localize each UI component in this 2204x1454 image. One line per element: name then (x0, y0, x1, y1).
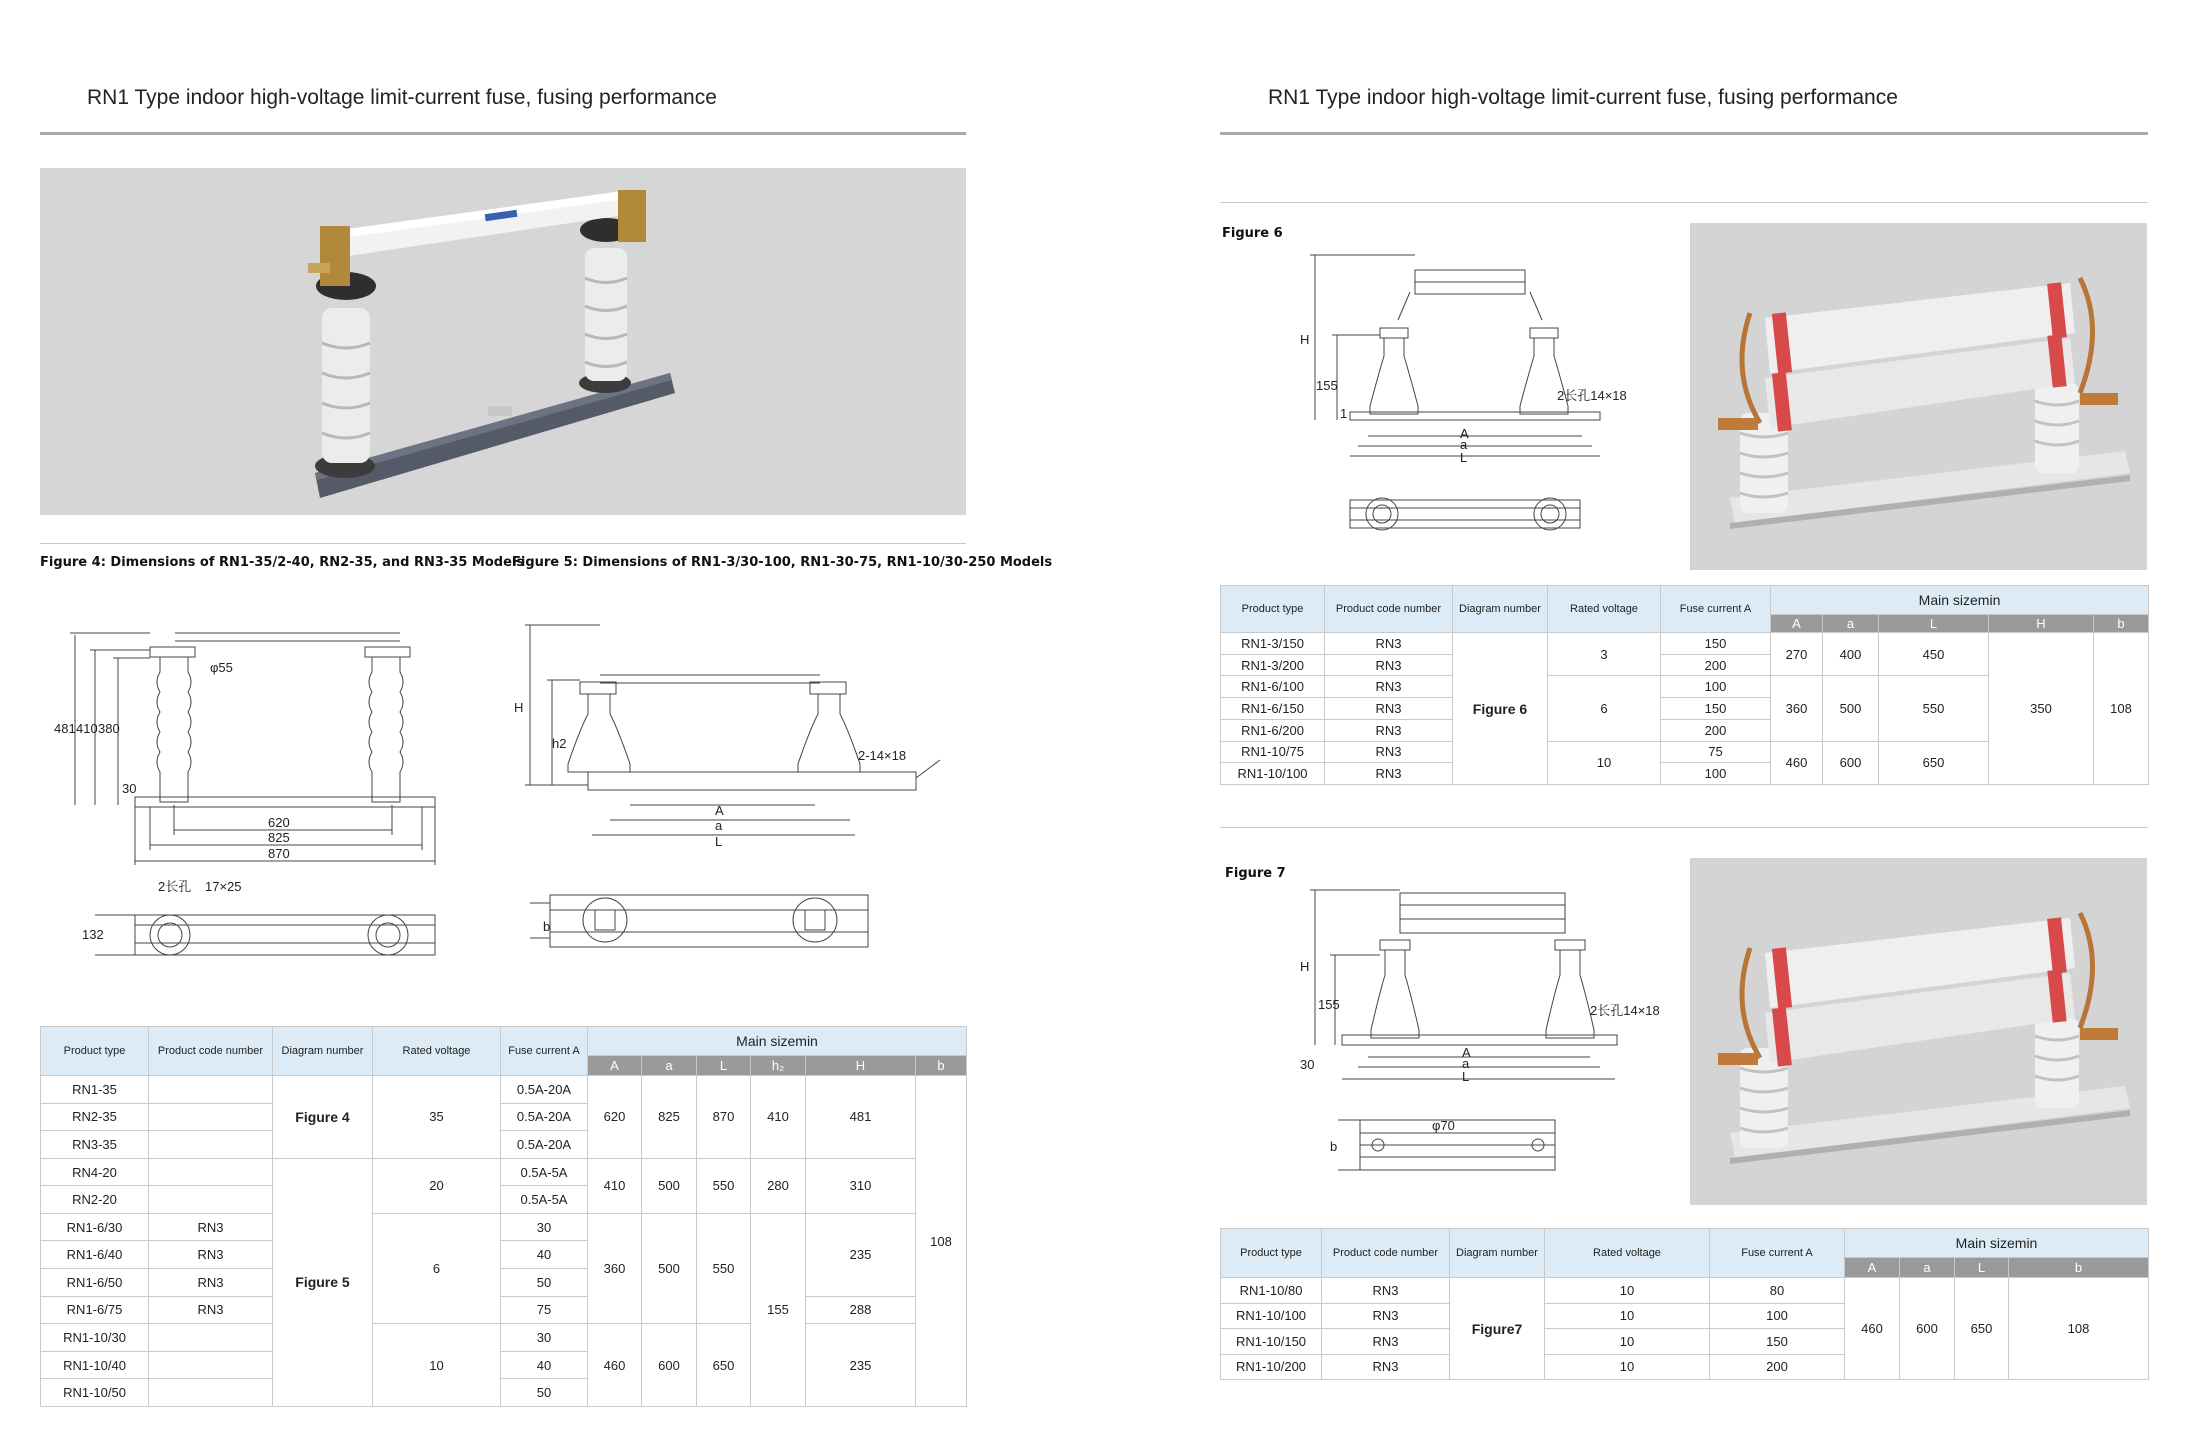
cell-code: RN3 (1325, 698, 1453, 720)
cell-code (149, 1076, 273, 1104)
right-page (1102, 0, 2204, 1454)
fig7-slot: 2长孔14×18 (1590, 1003, 1660, 1018)
fig6-a: a (1460, 437, 1468, 452)
cell-current: 150 (1661, 698, 1771, 720)
cell-current: 30 (501, 1213, 588, 1241)
col-main-size: Main sizemin (1771, 586, 2149, 615)
cell-code: RN3 (149, 1269, 273, 1297)
cell-current: 75 (1661, 741, 1771, 763)
cell-L: 550 (697, 1213, 751, 1323)
cell-type: RN1-10/75 (1221, 741, 1325, 763)
dim-H: H (1989, 615, 2094, 633)
cell-type: RN1-10/80 (1221, 1278, 1322, 1304)
cell-diagram: Figure 4 (273, 1076, 373, 1159)
cell-type: RN1-3/150 (1221, 633, 1325, 655)
cell-code: RN3 (1322, 1354, 1450, 1380)
cell-A: 360 (1771, 676, 1823, 741)
cell-type: RN2-35 (41, 1103, 149, 1131)
cell-type: RN1-10/50 (41, 1379, 149, 1407)
cell-code: RN3 (1325, 741, 1453, 763)
cell-code (149, 1131, 273, 1159)
figure7-drawing (1300, 885, 1680, 1185)
cell-code (149, 1158, 273, 1186)
cell-L: 550 (1879, 676, 1989, 741)
table-row (1221, 1278, 2149, 1304)
table-row (41, 1213, 967, 1241)
cell-voltage: 10 (1548, 741, 1661, 784)
col-voltage: Rated voltage (373, 1027, 501, 1076)
cell-voltage: 10 (1545, 1278, 1710, 1304)
cell-L: 650 (1879, 741, 1989, 784)
cell-A: 270 (1771, 633, 1823, 676)
cell-code: RN3 (1322, 1303, 1450, 1329)
cell-a: 825 (642, 1076, 697, 1159)
fig7-b: b (1330, 1139, 1338, 1154)
cell-type: RN2-20 (41, 1186, 149, 1214)
cell-a: 500 (642, 1213, 697, 1323)
table-row (41, 1324, 967, 1352)
cell-current: 75 (501, 1296, 588, 1324)
cell-current: 200 (1710, 1354, 1845, 1380)
section-rule-2 (1220, 827, 2148, 828)
cell-A: 360 (588, 1213, 642, 1323)
cell-type: RN1-10/100 (1221, 763, 1325, 785)
dim-b: b (2009, 1258, 2149, 1278)
col-diagram: Diagram number (1453, 586, 1548, 633)
col-diagram: Diagram number (273, 1027, 373, 1076)
dim-b: b (2094, 615, 2149, 633)
fuse-photo-2-image (1690, 223, 2147, 570)
fig5-a: a (715, 818, 723, 833)
cell-voltage: 20 (373, 1158, 501, 1213)
fig5-b: b (543, 919, 551, 934)
cell-current: 30 (501, 1324, 588, 1352)
fig4-w3: 870 (268, 846, 290, 861)
cell-type: RN1-10/150 (1221, 1329, 1322, 1355)
fig4-w1: 620 (268, 815, 290, 830)
cell-diagram: Figure 5 (273, 1158, 373, 1406)
cell-code: RN3 (1325, 719, 1453, 741)
cell-type: RN1-6/200 (1221, 719, 1325, 741)
fig5-H: H (514, 700, 524, 715)
cell-current: 200 (1661, 719, 1771, 741)
cell-current: 150 (1661, 633, 1771, 655)
section-rule (1220, 202, 2148, 203)
cell-voltage: 3 (1548, 633, 1661, 676)
table-header-row (1221, 586, 2149, 615)
fig5-L: L (715, 834, 723, 849)
cell-type: RN1-10/40 (41, 1351, 149, 1379)
cell-b: 108 (916, 1076, 967, 1407)
cell-current: 0.5A-5A (501, 1186, 588, 1214)
cell-type: RN1-6/150 (1221, 698, 1325, 720)
fig4-d3: 380 (98, 721, 120, 736)
fig5-A: A (715, 803, 724, 818)
fig7-phi70: φ70 (1432, 1118, 1455, 1133)
cell-current: 50 (501, 1379, 588, 1407)
fig7-a: a (1462, 1056, 1470, 1071)
cell-a: 500 (642, 1158, 697, 1213)
cell-code: RN3 (1325, 763, 1453, 785)
fig6-n1: 1 (1340, 406, 1348, 421)
cell-A: 460 (1845, 1278, 1900, 1380)
dim-A: A (1845, 1258, 1900, 1278)
dim-h2: h₂ (751, 1056, 806, 1076)
cell-current: 40 (501, 1241, 588, 1269)
col-code: Product code number (1322, 1229, 1450, 1278)
cell-h2: 280 (751, 1158, 806, 1213)
fig5-slot: 2-14×18 (858, 748, 907, 763)
fig6-d155: 155 (1316, 378, 1338, 393)
cell-type: RN1-6/75 (41, 1296, 149, 1324)
caption-rule (40, 543, 966, 544)
dim-a: a (1823, 615, 1879, 633)
col-main-size: Main sizemin (1845, 1229, 2149, 1258)
fig4-h132: 132 (82, 927, 104, 942)
col-product-type: Product type (41, 1027, 149, 1076)
spec-table-3 (1220, 1228, 2149, 1380)
cell-code: RN3 (1322, 1278, 1450, 1304)
fig4-slot: 2长孔 (158, 879, 192, 894)
cell-code: RN3 (149, 1296, 273, 1324)
cell-type: RN1-3/200 (1221, 654, 1325, 676)
dim-L: L (1879, 615, 1989, 633)
cell-code (149, 1186, 273, 1214)
cell-voltage: 10 (1545, 1329, 1710, 1355)
cell-diagram: Figure 6 (1453, 633, 1548, 785)
col-current: Fuse current A (1710, 1229, 1845, 1278)
col-code: Product code number (1325, 586, 1453, 633)
cell-current: 100 (1661, 763, 1771, 785)
dim-A: A (1771, 615, 1823, 633)
fig5-h2: h2 (552, 736, 567, 751)
figure4-drawing (50, 625, 470, 970)
fig4-d30: 30 (122, 781, 137, 796)
cell-current: 0.5A-20A (501, 1103, 588, 1131)
cell-b: 108 (2009, 1278, 2149, 1380)
cell-current: 100 (1661, 676, 1771, 698)
cell-a: 400 (1823, 633, 1879, 676)
cell-A: 460 (588, 1324, 642, 1407)
cell-A: 460 (1771, 741, 1823, 784)
cell-h2: 155 (751, 1213, 806, 1406)
page-title: RN1 Type indoor high-voltage limit-current fuse, fusing performance (87, 86, 717, 109)
cell-type: RN3-35 (41, 1131, 149, 1159)
cell-diagram: Figure7 (1450, 1278, 1545, 1380)
cell-voltage: 10 (1545, 1354, 1710, 1380)
cell-current: 200 (1661, 654, 1771, 676)
cell-h2: 410 (751, 1076, 806, 1159)
cell-L: 650 (1955, 1278, 2009, 1380)
cell-current: 80 (1710, 1278, 1845, 1304)
fig7-d30: 30 (1300, 1057, 1315, 1072)
cell-type: RN1-10/200 (1221, 1354, 1322, 1380)
cell-voltage: 35 (373, 1076, 501, 1159)
cell-H: 481 (806, 1076, 916, 1159)
cell-type: RN1-6/40 (41, 1241, 149, 1269)
spec-table-1 (40, 1026, 967, 1407)
cell-voltage: 10 (1545, 1303, 1710, 1329)
cell-A: 410 (588, 1158, 642, 1213)
cell-code: RN3 (1325, 633, 1453, 655)
col-current: Fuse current A (501, 1027, 588, 1076)
dim-b: b (916, 1056, 967, 1076)
fig6-slot: 2长孔14×18 (1557, 388, 1627, 403)
fuse-photo-3 (1690, 858, 2147, 1205)
spec-table-2 (1220, 585, 2149, 785)
dim-L: L (697, 1056, 751, 1076)
figure4-caption: Figure 4: Dimensions of RN1-35/2-40, RN2-35, and RN3-35 Models (40, 555, 525, 570)
table-header-row (1221, 1229, 2149, 1258)
cell-H: 288 (806, 1296, 916, 1324)
cell-current: 0.5A-20A (501, 1076, 588, 1104)
cell-current: 150 (1710, 1329, 1845, 1355)
cell-type: RN1-6/30 (41, 1213, 149, 1241)
fig6-H: H (1300, 332, 1310, 347)
fig7-H: H (1300, 959, 1310, 974)
cell-current: 0.5A-5A (501, 1158, 588, 1186)
cell-code (149, 1324, 273, 1352)
cell-H: 235 (806, 1324, 916, 1407)
col-current: Fuse current A (1661, 586, 1771, 633)
fig4-w2: 825 (268, 830, 290, 845)
cell-code: RN3 (1325, 676, 1453, 698)
fuse-photo-image (40, 168, 966, 515)
table-header-row (41, 1027, 967, 1056)
cell-type: RN1-10/30 (41, 1324, 149, 1352)
fig4-d2: 410 (76, 721, 98, 736)
cell-type: RN1-35 (41, 1076, 149, 1104)
dim-L: L (1955, 1258, 2009, 1278)
fuse-photo-3-image (1690, 858, 2147, 1205)
col-product-type: Product type (1221, 586, 1325, 633)
cell-a: 500 (1823, 676, 1879, 741)
fuse-photo-2 (1690, 223, 2147, 570)
cell-H: 235 (806, 1213, 916, 1296)
cell-voltage: 6 (373, 1213, 501, 1323)
table-row (41, 1158, 967, 1186)
cell-current: 40 (501, 1351, 588, 1379)
cell-H: 310 (806, 1158, 916, 1213)
cell-L: 870 (697, 1076, 751, 1159)
dim-a: a (642, 1056, 697, 1076)
cell-code (149, 1379, 273, 1407)
col-main-size: Main sizemin (588, 1027, 967, 1056)
col-product-type: Product type (1221, 1229, 1322, 1278)
table-row (41, 1076, 967, 1104)
fig7-A: A (1462, 1045, 1471, 1060)
cell-code: RN3 (1322, 1329, 1450, 1355)
fuse-photo (40, 168, 966, 515)
cell-code: RN3 (149, 1213, 273, 1241)
figure7-caption: Figure 7 (1225, 866, 1286, 881)
fig6-A: A (1460, 426, 1469, 441)
cell-b: 108 (2094, 633, 2149, 785)
figure5-drawing (510, 620, 950, 975)
dim-a: a (1900, 1258, 1955, 1278)
cell-type: RN1-6/100 (1221, 676, 1325, 698)
fig7-d155: 155 (1318, 997, 1340, 1012)
cell-code (149, 1351, 273, 1379)
fig7-L: L (1462, 1069, 1470, 1084)
cell-a: 600 (642, 1324, 697, 1407)
page-title: RN1 Type indoor high-voltage limit-current fuse, fusing performance (1268, 86, 1898, 109)
cell-type: RN1-10/100 (1221, 1303, 1322, 1329)
cell-a: 600 (1823, 741, 1879, 784)
cell-code (149, 1103, 273, 1131)
figure5-caption: Figure 5: Dimensions of RN1-3/30-100, RN1-30-75, RN1-10/30-250 Models (512, 555, 1053, 570)
cell-L: 550 (697, 1158, 751, 1213)
cell-L: 650 (697, 1324, 751, 1407)
col-code: Product code number (149, 1027, 273, 1076)
cell-voltage: 10 (373, 1324, 501, 1407)
title-rule (1220, 132, 2148, 135)
cell-current: 0.5A-20A (501, 1131, 588, 1159)
fig4-d1: 481 (54, 721, 76, 736)
cell-code: RN3 (1325, 654, 1453, 676)
cell-a: 600 (1900, 1278, 1955, 1380)
table-row (41, 1296, 967, 1324)
col-voltage: Rated voltage (1545, 1229, 1710, 1278)
fig6-L: L (1460, 450, 1468, 465)
title-rule (40, 132, 966, 135)
dim-H: H (806, 1056, 916, 1076)
cell-H: 350 (1989, 633, 2094, 785)
cell-code: RN3 (149, 1241, 273, 1269)
cell-voltage: 6 (1548, 676, 1661, 741)
table-row (1221, 633, 2149, 655)
cell-A: 620 (588, 1076, 642, 1159)
cell-current: 50 (501, 1269, 588, 1297)
cell-type: RN1-6/50 (41, 1269, 149, 1297)
col-voltage: Rated voltage (1548, 586, 1661, 633)
fig4-phi: φ55 (210, 660, 233, 675)
cell-L: 450 (1879, 633, 1989, 676)
figure6-caption: Figure 6 (1222, 226, 1283, 241)
col-diagram: Diagram number (1450, 1229, 1545, 1278)
cell-current: 100 (1710, 1303, 1845, 1329)
figure6-drawing (1300, 250, 1680, 545)
fig4-slot-size: 17×25 (205, 879, 242, 894)
dim-A: A (588, 1056, 642, 1076)
cell-type: RN4-20 (41, 1158, 149, 1186)
